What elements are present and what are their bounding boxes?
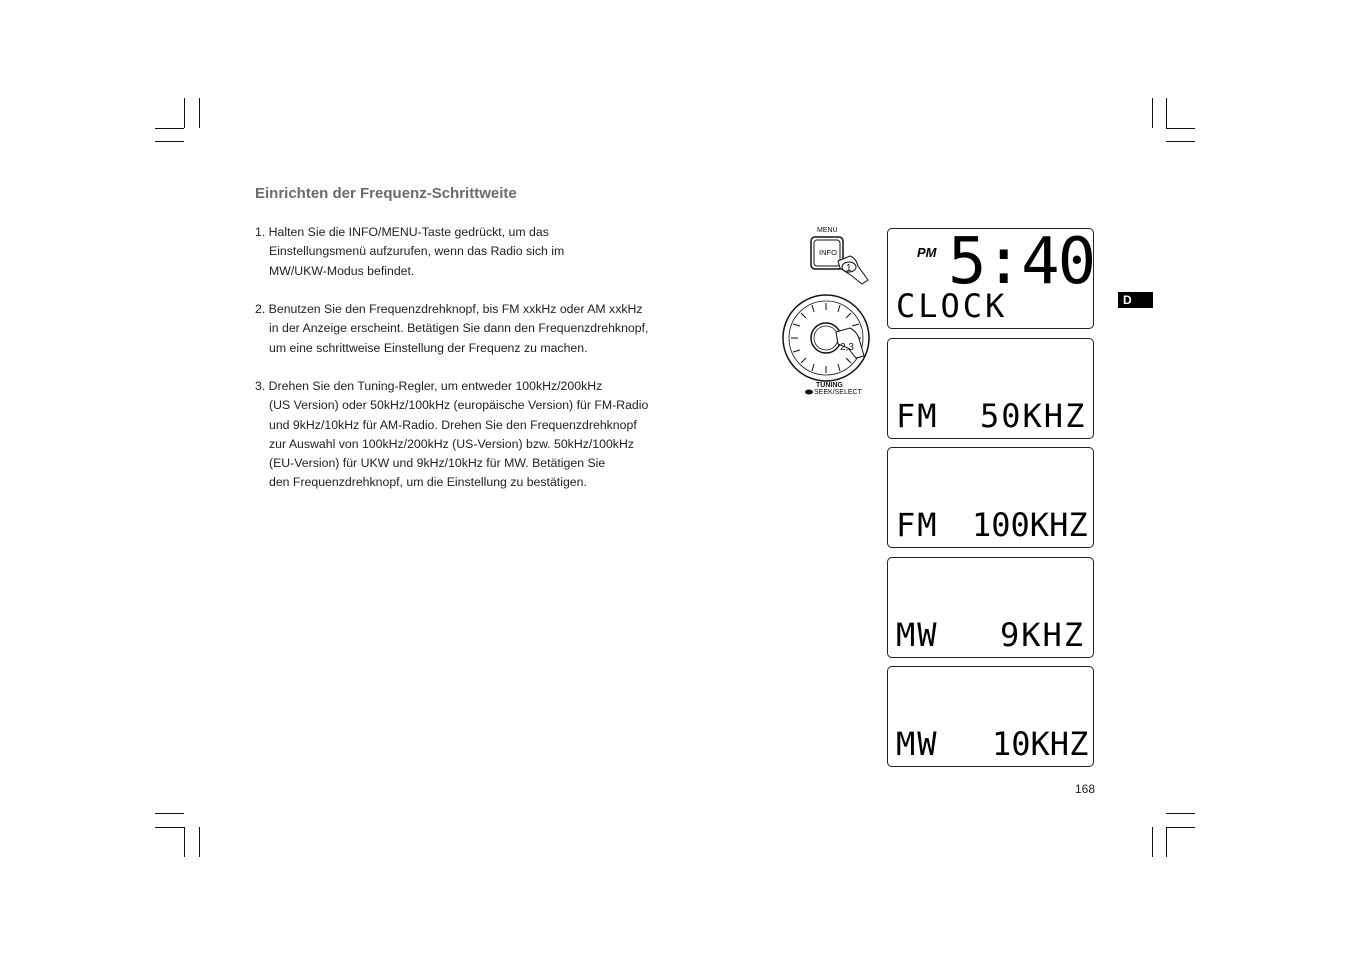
ampm-indicator: PM [917, 245, 937, 260]
section-title: Einrichten der Frequenz-Schrittweite [255, 185, 517, 202]
clock-time: 5:40 [948, 225, 1095, 299]
step-line: in der Anzeige erscheint. Betätigen Sie dann den Frequenzdrehknopf, [269, 321, 649, 336]
step-value: 10KHZ [992, 725, 1089, 763]
step-line: (EU-Version) für UKW und 9kHz/10kHz für MW. Betätigen Sie [269, 456, 606, 471]
step-value: 100KHZ [972, 506, 1088, 544]
lcd-fm-50khz [887, 338, 1094, 439]
band-label: FM [896, 506, 939, 544]
step-line: zur Auswahl von 100kHz/200kHz (US-Version) bzw. 50kHz/100kHz [269, 436, 634, 451]
step-line: 3. Drehen Sie den Tuning-Regler, um entweder 100kHz/200kHz [255, 379, 603, 393]
info-button-label: INFO [819, 248, 837, 257]
lcd-mw-9khz [887, 557, 1094, 658]
step-line: 2. Benutzen Sie den Frequenzdrehknopf, bis FM xxkHz oder AM xxkHz [255, 302, 643, 316]
step-line: Einstellungsmenü aufzurufen, wenn das Radio sich im [269, 244, 565, 259]
step-line: um eine schrittweise Einstellung der Frequenz zu machen. [269, 340, 588, 355]
step-1 [255, 223, 564, 281]
clock-label: CLOCK [896, 287, 1008, 325]
step-2 [255, 300, 648, 358]
callout-1: 1 [846, 263, 852, 274]
page-number: 168 [1075, 782, 1096, 796]
lcd-clock [887, 225, 1095, 329]
band-label: MW [896, 725, 939, 763]
lcd-fm-100khz [887, 447, 1094, 548]
band-label: MW [896, 616, 939, 654]
tuning-label: TUNING [816, 382, 843, 389]
step-line: (US Version) oder 50kHz/100kHz (europäische Version) für FM-Radio [269, 398, 649, 413]
step-3 [255, 377, 648, 493]
band-label: FM [896, 397, 939, 435]
language-tab: D [1118, 292, 1153, 308]
callout-2-3: 2,3 [840, 342, 854, 353]
lcd-mw-10khz [887, 666, 1094, 767]
step-line: MW/UKW-Modus befindet. [269, 263, 415, 278]
step-line: 1. Halten Sie die INFO/MENU-Taste gedrückt, um das [255, 225, 549, 239]
menu-label: MENU [817, 227, 838, 234]
step-value: 9KHZ [1000, 616, 1086, 654]
step-line: und 9kHz/10kHz für AM-Radio. Drehen Sie den Frequenzdrehknopf [269, 417, 637, 432]
step-line: den Frequenzdrehknopf, um die Einstellung zu bestätigen. [269, 475, 587, 490]
radio-controls-illustration [778, 224, 883, 400]
step-value: 50KHZ [980, 397, 1087, 435]
seek-select-label: SEEK/SELECT [814, 389, 862, 396]
